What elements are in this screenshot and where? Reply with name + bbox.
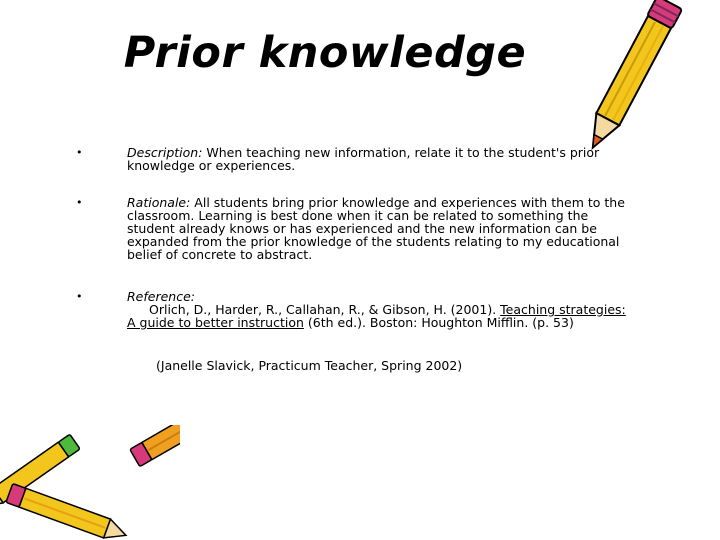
pencil-icon xyxy=(0,425,180,540)
reference-authors: Orlich, D., Harder, R., Callahan, R., & Gibson, H. (2001). xyxy=(149,302,501,317)
slide-title: Prior knowledge xyxy=(123,28,527,78)
reference-book-title: Teaching strategies: A guide to better instruction xyxy=(127,302,626,330)
credit-line: (Janelle Slavick, Practicum Teacher, Spring 2002) xyxy=(156,358,463,373)
description-label: Description: xyxy=(127,145,203,160)
rationale-label: Rationale: xyxy=(127,195,191,210)
list-item xyxy=(76,196,636,280)
reference-citation xyxy=(127,303,636,329)
bullet-marker: • xyxy=(76,196,83,209)
reference-label: Reference: xyxy=(127,289,195,304)
description-text: When teaching new information, relate it to the student's prior knowledge or experiences. xyxy=(127,145,600,173)
reference-details: (6th ed.). Boston: Houghton Mifflin. (p. 53) xyxy=(303,315,574,330)
list-item xyxy=(76,146,636,186)
bullet-marker: • xyxy=(76,146,83,159)
bullet-marker: • xyxy=(76,290,83,303)
bullet-list xyxy=(76,146,636,329)
list-item xyxy=(76,290,636,329)
rationale-text: All students bring prior knowledge and experiences with them to the classroom. Learning is best done when it can be related to something the student already knows or has experienced and the new information can be expanded from the prior knowledge of the students relating to my educational belief of concrete to abstract. xyxy=(127,195,625,262)
